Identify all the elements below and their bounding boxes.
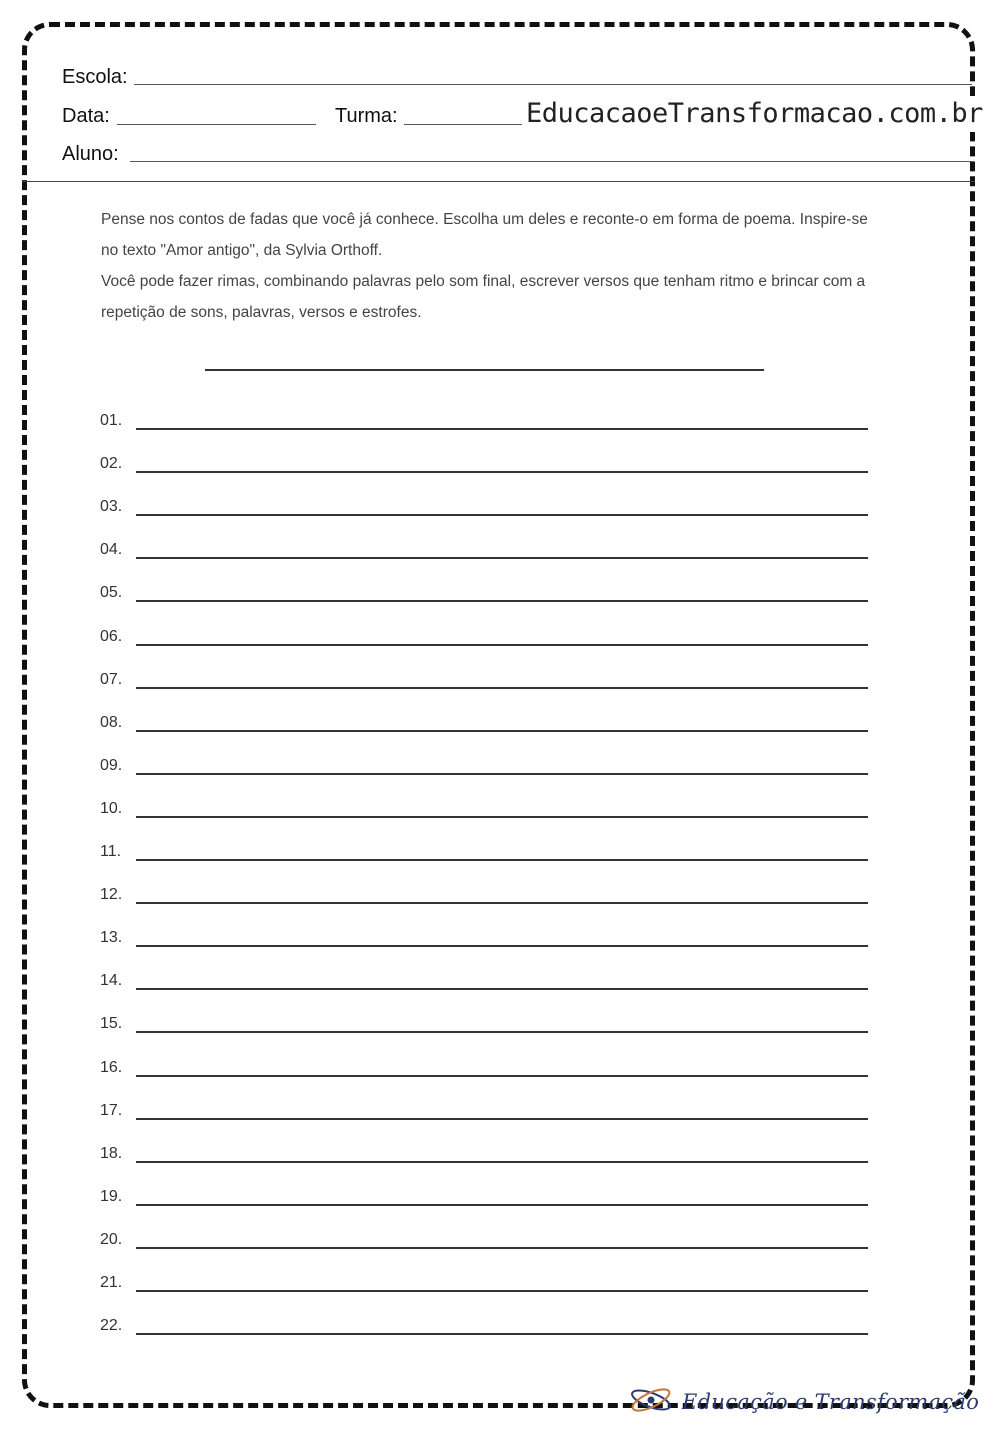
row-number: 20. xyxy=(100,1230,123,1248)
footer-brand-text: Educação e Transformação xyxy=(682,1390,980,1414)
row-number: 21. xyxy=(100,1274,123,1291)
row-number: 19. xyxy=(100,1187,123,1205)
writing-row[interactable] xyxy=(100,616,870,646)
row-number: 14. xyxy=(100,972,123,990)
row-write-line[interactable] xyxy=(136,687,868,689)
row-write-line[interactable] xyxy=(136,816,868,818)
row-number: 04. xyxy=(100,541,123,559)
writing-row[interactable] xyxy=(100,788,870,818)
row-write-line[interactable] xyxy=(136,1031,868,1033)
row-write-line[interactable] xyxy=(136,945,868,947)
row-write-line[interactable] xyxy=(136,988,868,990)
date-label: Data: xyxy=(62,105,110,127)
row-number: 15. xyxy=(100,1015,123,1033)
row-number: 17. xyxy=(100,1101,123,1119)
row-write-line[interactable] xyxy=(136,1204,868,1206)
header-separator xyxy=(22,181,975,182)
writing-row[interactable] xyxy=(100,1090,870,1120)
row-number: 06. xyxy=(100,627,123,645)
row-number: 12. xyxy=(100,886,123,904)
writing-row[interactable] xyxy=(100,486,870,516)
writing-row[interactable] xyxy=(100,572,870,602)
row-write-line[interactable] xyxy=(136,428,868,430)
row-number: 18. xyxy=(100,1144,123,1162)
row-write-line[interactable] xyxy=(136,859,868,861)
writing-row[interactable] xyxy=(100,1133,870,1163)
row-number: 05. xyxy=(100,584,123,602)
website-watermark: EducacaoeTransformacao.com.br xyxy=(522,96,987,132)
student-label: Aluno: xyxy=(62,143,119,165)
school-input-line[interactable] xyxy=(134,84,972,85)
row-write-line[interactable] xyxy=(136,1118,868,1120)
row-write-line[interactable] xyxy=(136,1075,868,1077)
writing-row[interactable] xyxy=(100,659,870,689)
footer-brand xyxy=(628,1384,979,1420)
row-number: 02. xyxy=(100,455,123,473)
row-number: 10. xyxy=(100,799,123,817)
instructions xyxy=(101,204,881,328)
writing-row[interactable] xyxy=(100,443,870,473)
writing-row[interactable] xyxy=(100,400,870,430)
poem-title-line[interactable] xyxy=(205,369,764,371)
writing-row[interactable] xyxy=(100,1003,870,1033)
row-write-line[interactable] xyxy=(136,1247,868,1249)
row-write-line[interactable] xyxy=(136,600,868,602)
row-number: 16. xyxy=(100,1058,123,1076)
atom-orbit-icon xyxy=(628,1383,674,1422)
instruction-paragraph-2: Você pode fazer rimas, combinando palavras pelo som final, escrever versos que tenham ritmo e brincar com a repetição de sons, palavras, versos e estrofes. xyxy=(101,273,866,321)
student-input-line[interactable] xyxy=(130,161,972,162)
writing-row[interactable] xyxy=(100,831,870,861)
writing-row[interactable] xyxy=(100,745,870,775)
row-write-line[interactable] xyxy=(136,471,868,473)
row-write-line[interactable] xyxy=(136,557,868,559)
school-label: Escola: xyxy=(62,66,128,88)
writing-row[interactable] xyxy=(100,1262,870,1292)
row-write-line[interactable] xyxy=(136,730,868,732)
writing-row[interactable] xyxy=(100,1176,870,1206)
row-write-line[interactable] xyxy=(136,1333,868,1335)
writing-row[interactable] xyxy=(100,917,870,947)
row-write-line[interactable] xyxy=(136,1290,868,1292)
instruction-paragraph-1: Pense nos contos de fadas que você já conhece. Escolha um deles e reconte-o em forma de poema. Inspire-se no texto "Amor antigo", da Sylvia Orthoff. xyxy=(101,211,868,259)
row-number: 01. xyxy=(100,412,123,429)
class-label: Turma: xyxy=(335,105,398,127)
row-number: 03. xyxy=(100,498,123,516)
row-number: 08. xyxy=(100,713,123,731)
date-input-line[interactable] xyxy=(117,124,316,125)
writing-row[interactable] xyxy=(100,960,870,990)
row-write-line[interactable] xyxy=(136,644,868,646)
row-number: 13. xyxy=(100,929,123,947)
writing-row[interactable] xyxy=(100,1047,870,1077)
writing-row[interactable] xyxy=(100,874,870,904)
writing-row[interactable] xyxy=(100,1219,870,1249)
row-write-line[interactable] xyxy=(136,514,868,516)
writing-row[interactable] xyxy=(100,529,870,559)
row-write-line[interactable] xyxy=(136,1161,868,1163)
row-number: 11. xyxy=(100,843,122,860)
writing-row[interactable] xyxy=(100,702,870,732)
row-number: 09. xyxy=(100,756,123,774)
row-write-line[interactable] xyxy=(136,902,868,904)
row-number: 07. xyxy=(100,670,123,688)
row-number: 22. xyxy=(100,1317,123,1335)
row-write-line[interactable] xyxy=(136,773,868,775)
writing-row[interactable] xyxy=(100,1305,870,1335)
